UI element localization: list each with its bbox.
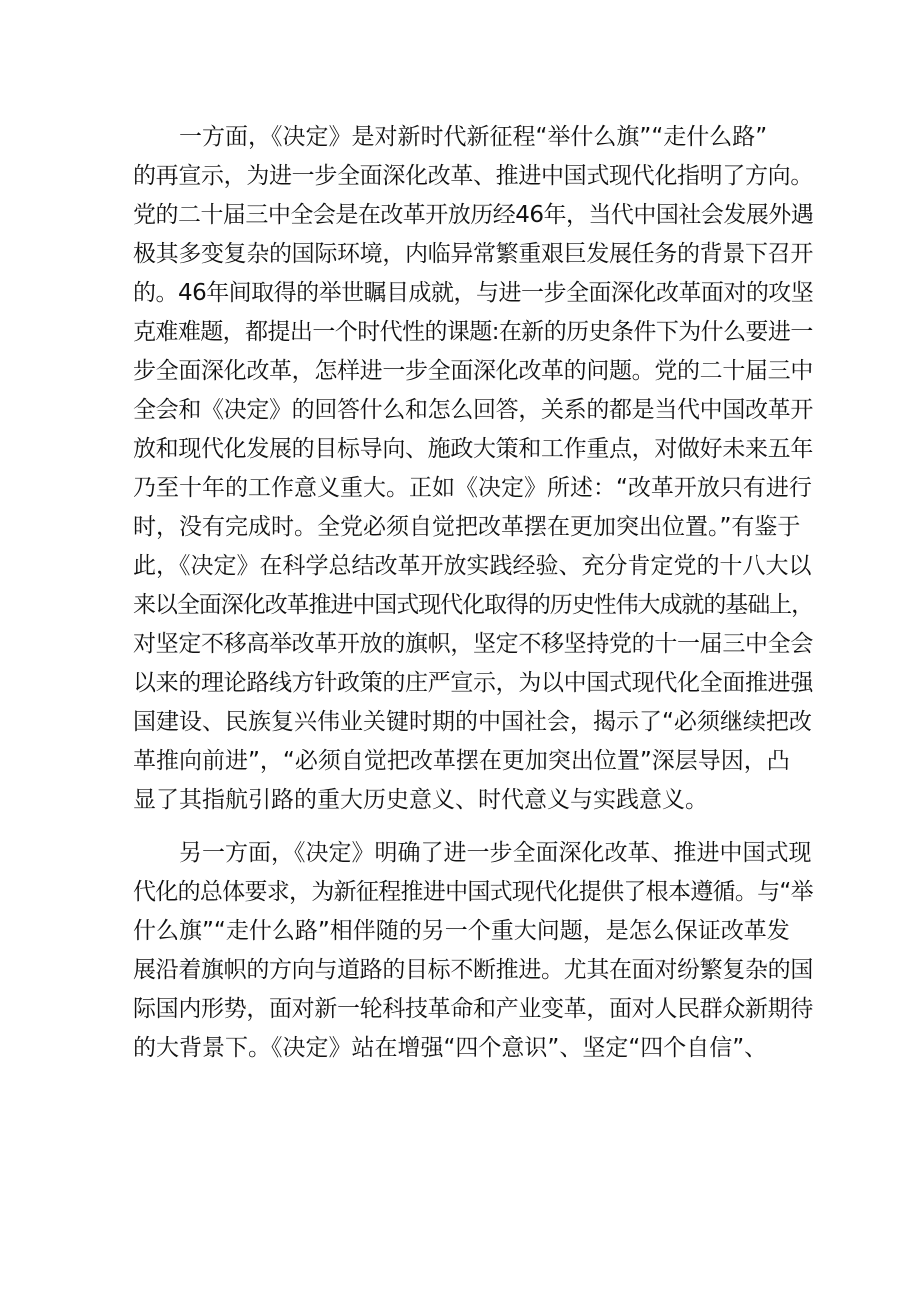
paragraph-gap — [133, 820, 813, 834]
text-line: 代化的总体要求，为新征程推进中国式现代化提供了根本遵循。与“举 — [133, 879, 813, 905]
text-line: 此，《决定》在科学总结改革开放实践经验、充分肯定党的十八大以 — [133, 553, 812, 579]
text-line: 显了其指航引路的重大历史意义、时代意义与实践意义。 — [133, 787, 708, 813]
text-line: 以来的理论路线方针政策的庄严宣示，为以中国式现代化全面推进强 — [133, 670, 814, 696]
text-line: 克难难题，都提出一个时代性的课题:在新的历史条件下为什么要进一 — [133, 319, 813, 345]
text-line: 的再宣示，为进一步全面深化改革、推进中国式现代化指明了方向。 — [133, 163, 814, 189]
text-line: 另一方面，《决定》明确了进一步全面深化改革、推进中国式现 — [133, 840, 812, 866]
text-line: 时，没有完成时。全党必须自觉把改革摆在更加突出位置。”有鉴于 — [133, 514, 801, 540]
text-line: 极其多变复杂的国际环境，内临异常繁重艰巨发展任务的背景下召开 — [133, 241, 814, 267]
text-line: 全会和《决定》的回答什么和怎么回答，关系的都是当代中国改革开 — [133, 397, 814, 423]
text-line: 来以全面深化改革推进中国式现代化取得的历史性伟大成就的基础上， — [133, 592, 814, 618]
paragraph — [133, 834, 813, 1068]
text-line: 的。46年间取得的举世瞩目成就，与进一步全面深化改革面对的攻坚 — [133, 280, 814, 306]
text-line: 放和现代化发展的目标导向、施政大策和工作重点，对做好未来五年 — [133, 436, 814, 462]
text-line: 乃至十年的工作意义重大。正如《决定》所述：“改革开放只有进行 — [133, 475, 812, 501]
text-line: 什么旗”“走什么路”相伴随的另一个重大问题，是怎么保证改革发 — [133, 918, 790, 944]
text-line: 的大背景下。《决定》站在增强“四个意识”、坚定“四个自信”、 — [133, 1035, 768, 1061]
text-line: 革推向前进”，“必须自觉把改革摆在更加突出位置”深层导因，凸 — [133, 748, 790, 774]
document-body — [133, 118, 813, 1068]
text-line: 展沿着旗帜的方向与道路的目标不断推进。尤其在面对纷繁复杂的国 — [133, 957, 814, 983]
text-line: 一方面，《决定》是对新时代新征程“举什么旗”“走什么路” — [133, 124, 768, 150]
text-line: 际国内形势，面对新一轮科技革命和产业变革，面对人民群众新期待 — [133, 996, 814, 1022]
text-line: 步全面深化改革，怎样进一步全面深化改革的问题。党的二十届三中 — [133, 358, 814, 384]
text-line: 对坚定不移高举改革开放的旗帜，坚定不移坚持党的十一届三中全会 — [133, 631, 814, 657]
text-line: 党的二十届三中全会是在改革开放历经46年，当代中国社会发展外遇 — [133, 202, 814, 228]
text-line: 国建设、民族复兴伟业关键时期的中国社会，揭示了“必须继续把改 — [133, 709, 812, 735]
paragraph — [133, 118, 813, 820]
